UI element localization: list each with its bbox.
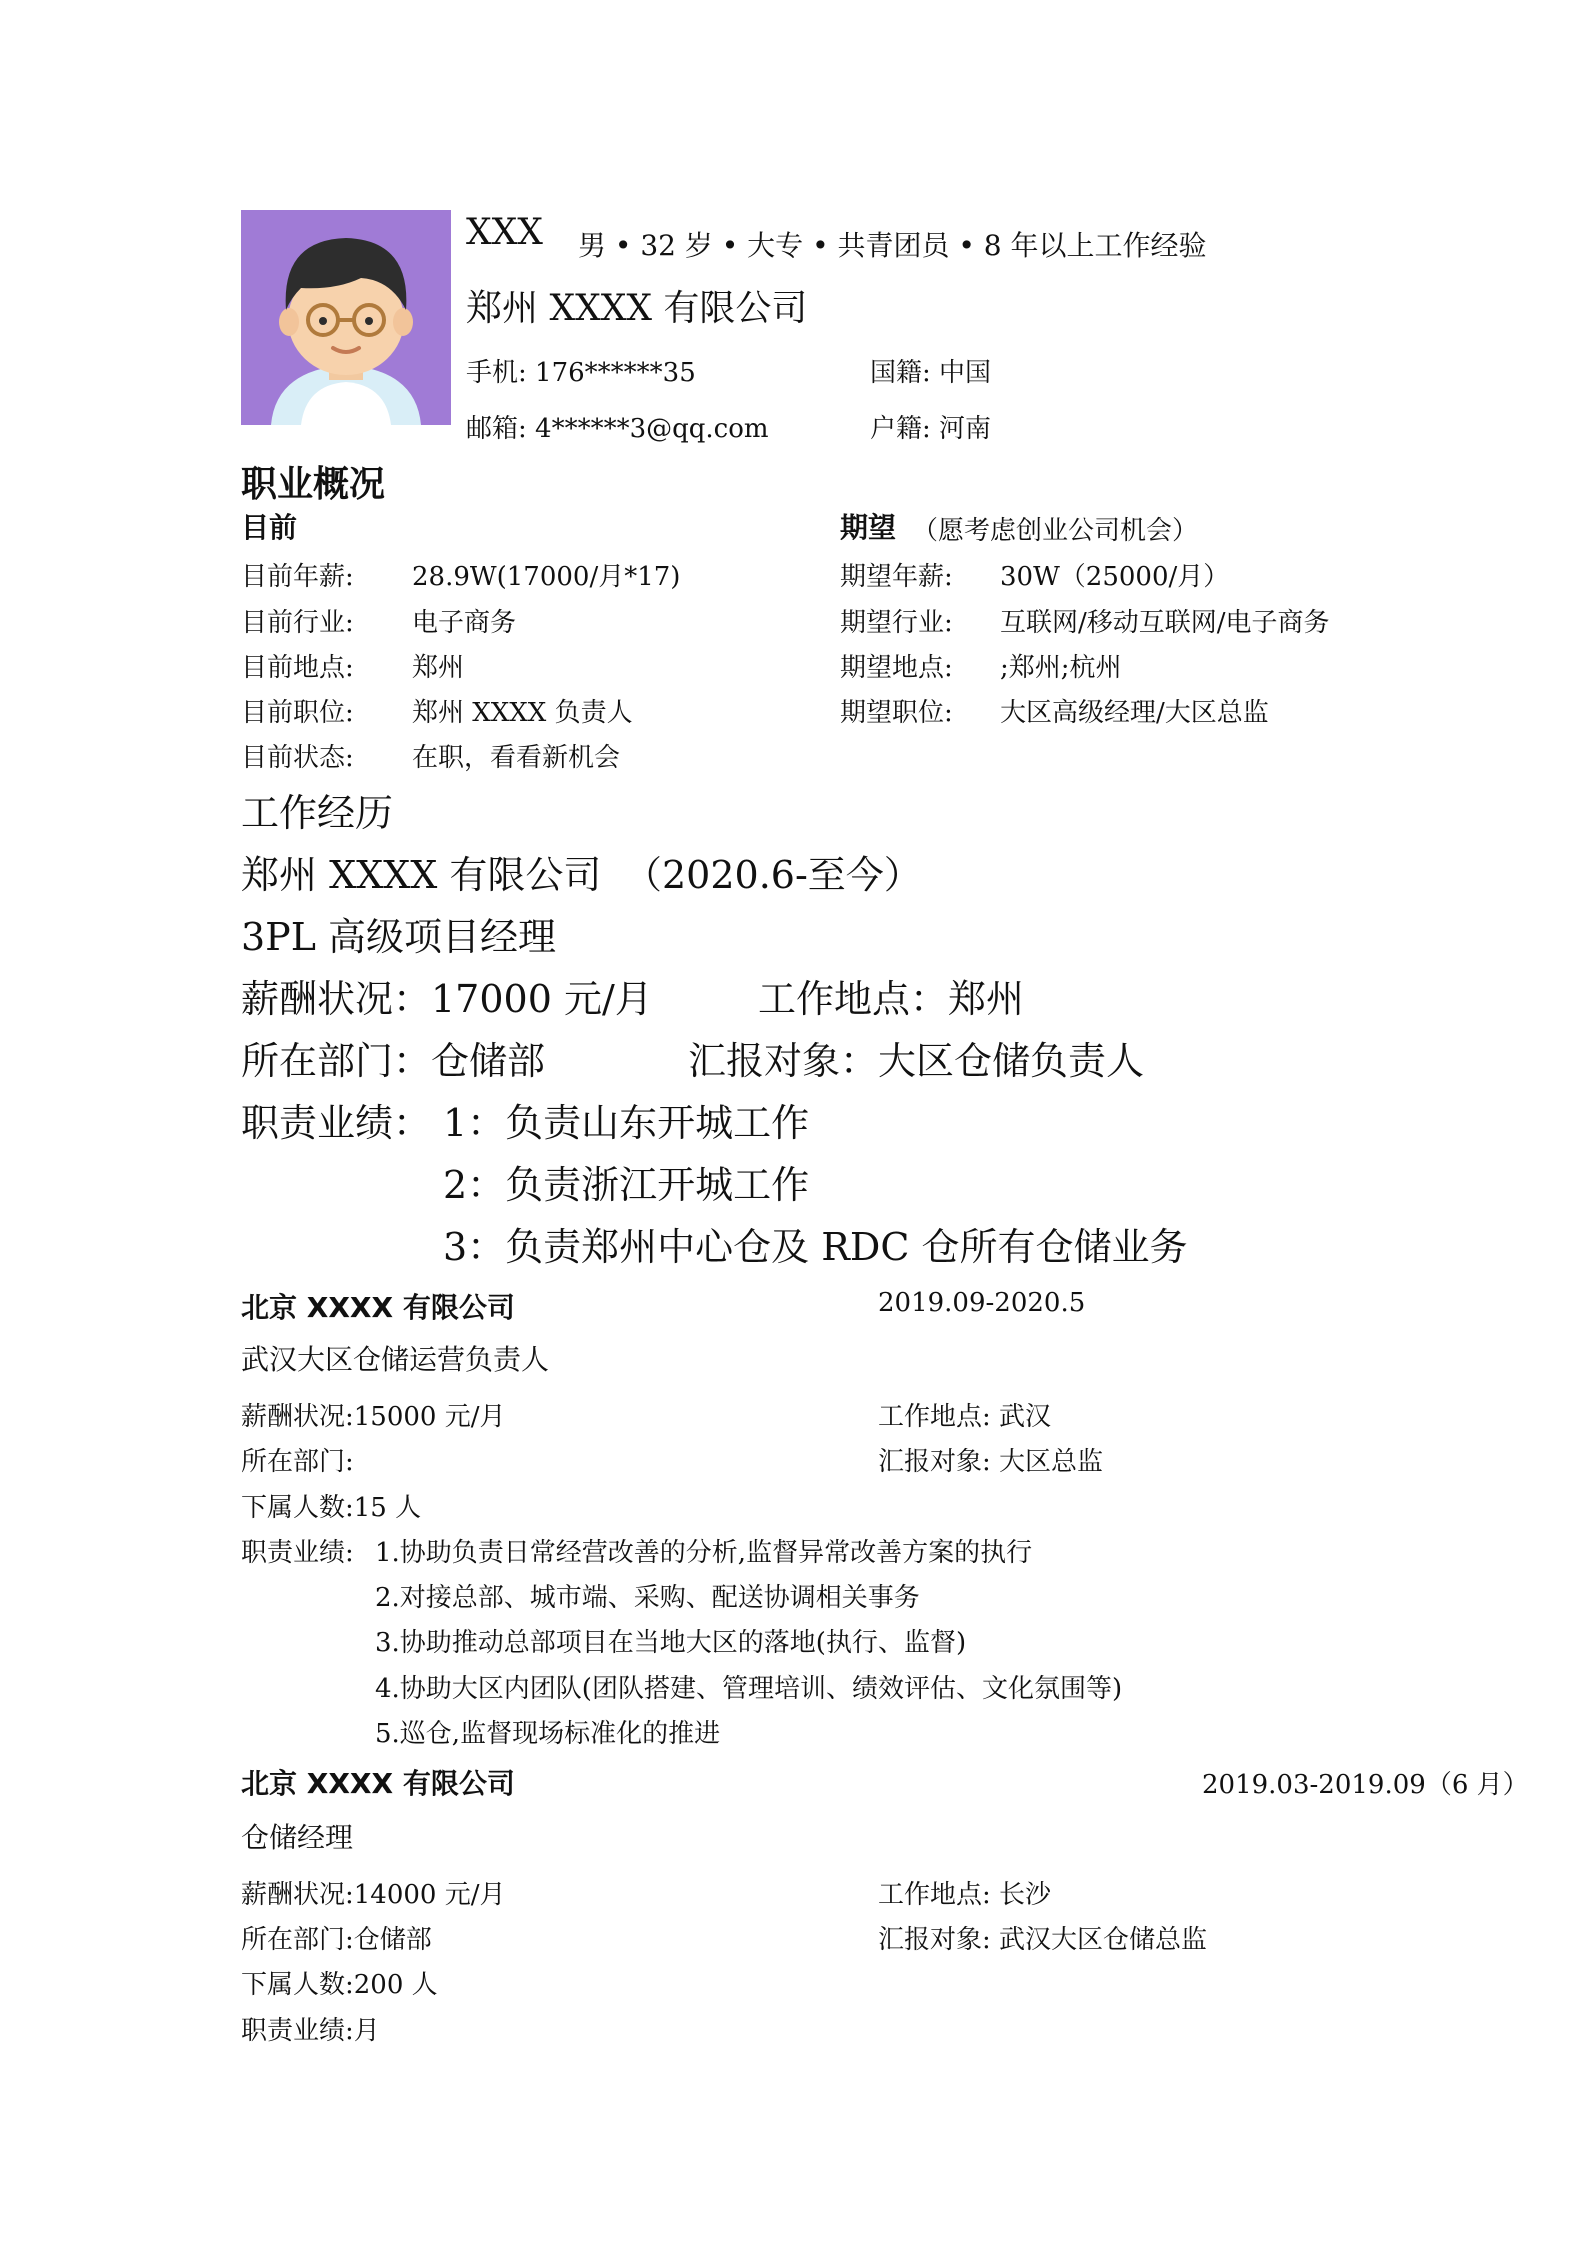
current-position-label: 目前职位:: [241, 698, 354, 728]
email: 邮箱: 4******3@qq.com: [466, 414, 769, 444]
job2-report: 汇报对象: 大区总监: [878, 1447, 1104, 1477]
current-salary-label: 目前年薪:: [241, 562, 354, 592]
expect-salary-value: 30W（25000/月）: [1000, 562, 1230, 592]
current-industry-label: 目前行业:: [241, 608, 354, 638]
job3-title: 仓储经理: [241, 1821, 354, 1854]
job3-report: 汇报对象: 武汉大区仓储总监: [878, 1925, 1208, 1955]
current-location-value: 郑州: [412, 653, 465, 683]
expect-location-label: 期望地点:: [840, 653, 953, 683]
job3-period: 2019.03-2019.09（6 月）: [1202, 1770, 1529, 1800]
job2-duty-4: 4.协助大区内团队(团队搭建、管理培训、绩效评估、文化氛围等): [375, 1674, 1123, 1704]
career-heading: 职业概况: [241, 464, 386, 505]
expect-location-value: ;郑州;杭州: [1000, 653, 1122, 683]
job3-staff: 下属人数:200 人: [241, 1970, 438, 2000]
job3-company: 北京 XXXX 有限公司: [241, 1767, 515, 1800]
job1-salary: 薪酬状况：17000 元/月: [241, 977, 653, 1021]
job2-salary: 薪酬状况:15000 元/月: [241, 1402, 506, 1432]
job1-duties-label: 职责业绩：: [241, 1101, 432, 1145]
job2-location: 工作地点: 武汉: [878, 1402, 1052, 1432]
nationality: 国籍: 中国: [870, 358, 992, 388]
job1-duty-2: 2：负责浙江开城工作: [443, 1163, 810, 1207]
job1-report: 汇报对象：大区仓储负责人: [688, 1039, 1145, 1083]
expect-salary-label: 期望年薪:: [840, 562, 953, 592]
current-title: 目前: [241, 511, 298, 544]
current-industry-value: 电子商务: [412, 608, 517, 638]
current-location-label: 目前地点:: [241, 653, 354, 683]
job1-title: 3PL 高级项目经理: [241, 915, 557, 959]
job2-staff: 下属人数:15 人: [241, 1493, 422, 1523]
job2-company: 北京 XXXX 有限公司: [241, 1291, 515, 1324]
current-status-label: 目前状态:: [241, 743, 354, 773]
job2-title: 武汉大区仓储运营负责人: [241, 1343, 550, 1376]
job1-duty-1: 1：负责山东开城工作: [443, 1101, 810, 1145]
expect-industry-value: 互联网/移动互联网/电子商务: [1000, 608, 1330, 638]
job2-duty-2: 2.对接总部、城市端、采购、配送协调相关事务: [375, 1583, 920, 1613]
hukou: 户籍: 河南: [870, 414, 992, 444]
job2-duty-5: 5.巡仓,监督现场标准化的推进: [375, 1719, 721, 1749]
avatar-cartoon-icon: [241, 210, 451, 425]
job1-period: （2020.6-至今）: [624, 853, 922, 897]
job3-dept: 所在部门:仓储部: [241, 1925, 432, 1955]
candidate-name: XXX: [466, 212, 543, 253]
work-heading: 工作经历: [241, 791, 394, 835]
current-status-value: 在职，看看新机会: [412, 743, 621, 773]
phone: 手机: 176******35: [466, 358, 696, 388]
candidate-summary: 男 • 32 岁 • 大专 • 共青团员 • 8 年以上工作经验: [578, 229, 1207, 262]
current-company: 郑州 XXXX 有限公司: [466, 288, 808, 329]
job1-dept: 所在部门：仓储部: [241, 1039, 546, 1083]
job2-duty-1: 1.协助负责日常经营改善的分析,监督异常改善方案的执行: [375, 1538, 1033, 1568]
job1-location: 工作地点：郑州: [758, 977, 1025, 1021]
job1-company: 郑州 XXXX 有限公司: [241, 853, 602, 897]
job2-dept: 所在部门:: [241, 1447, 354, 1477]
job2-duties-label: 职责业绩:: [241, 1538, 354, 1568]
job3-salary: 薪酬状况:14000 元/月: [241, 1880, 506, 1910]
job3-location: 工作地点: 长沙: [878, 1880, 1052, 1910]
current-position-value: 郑州 XXXX 负责人: [412, 698, 633, 728]
job2-duty-3: 3.协助推动总部项目在当地大区的落地(执行、监督): [375, 1628, 967, 1658]
job3-duties: 职责业绩:月: [241, 2016, 380, 2046]
current-salary-value: 28.9W(17000/月*17): [412, 562, 681, 592]
expect-position-label: 期望职位:: [840, 698, 953, 728]
expect-title: 期望: [840, 511, 897, 544]
job2-period: 2019.09-2020.5: [878, 1288, 1086, 1318]
avatar: [241, 210, 451, 425]
job1-duty-3: 3：负责郑州中心仓及 RDC 仓所有仓储业务: [443, 1225, 1188, 1269]
expect-note: （愿考虑创业公司机会）: [912, 516, 1199, 546]
expect-industry-label: 期望行业:: [840, 608, 953, 638]
expect-position-value: 大区高级经理/大区总监: [1000, 698, 1269, 728]
